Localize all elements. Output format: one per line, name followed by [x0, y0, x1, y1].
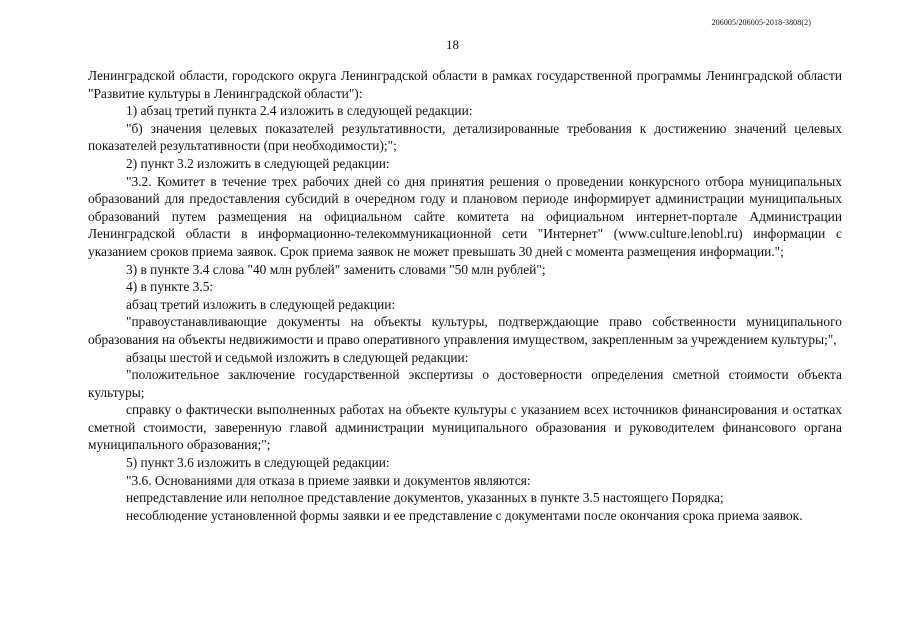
paragraph-11: "положительное заключение государственной экспертизы о достоверности определения сметной стоимости объекта культуры;: [88, 367, 842, 400]
paragraph-6: 3) в пункте 3.4 слова "40 млн рублей" заменить словами "50 млн рублей";: [126, 261, 546, 277]
paragraph-10: абзацы шестой и седьмой изложить в следующей редакции:: [126, 349, 469, 365]
paragraph-13: 5) пункт 3.6 изложить в следующей редакции:: [126, 455, 390, 471]
page-number: 18: [446, 37, 459, 52]
paragraph-7: 4) в пункте 3.5:: [126, 279, 214, 295]
paragraph-16: несоблюдение установленной формы заявки и ее представление с документами после окончания срока приема заявок.: [126, 507, 803, 523]
paragraph-4: 2) пункт 3.2 изложить в следующей редакции:: [126, 155, 390, 171]
paragraph-1: Ленинградской области, городского округа Ленинградской области в рамках государственной программы Ленинградской области "Развитие культуры в Ленинградской области"):: [88, 68, 842, 101]
paragraph-3: "б) значения целевых показателей результативности, детализированные требования к достижению значений целевых показателей результативности (при необходимости);";: [88, 120, 842, 154]
paragraph-9: "правоустанавливающие документы на объекты культуры, подтверждающие право собственности муниципального образования на объекты недвижимости и право оперативного управления имуществом, закрепленным за учреждением культуры;",: [88, 314, 842, 347]
paragraph-5: "3.2. Комитет в течение трех рабочих дней со дня принятия решения о проведении конкурсного отбора муниципальных образований для предоставления субсидий в очередном году и плановом периоде информирует администрации муниципальных образований путем размещения на официальном сайте комитета на официальном интернет-портале Администрации Ленинградской области в информационно-телекоммуникационной сети "Интернет" (www.culture.lenobl.ru) информации с указанием сроков приема заявок. Срок приема заявок не может превышать 30 дней с момента размещения информации.";: [88, 173, 842, 259]
document-id: 206005/206005-2018-3808(2): [711, 18, 811, 27]
paragraph-2: 1) абзац третий пункта 2.4 изложить в следующей редакции:: [126, 103, 473, 119]
document-body: [88, 67, 842, 524]
paragraph-15: непредставление или неполное представление документов, указанных в пункте 3.5 настоящего Порядка;: [126, 490, 724, 506]
paragraph-14: "3.6. Основаниями для отказа в приеме заявки и документов являются:: [126, 472, 531, 488]
paragraph-8: абзац третий изложить в следующей редакции:: [126, 296, 396, 312]
paragraph-12: справку о фактически выполненных работах на объекте культуры с указанием всех источников финансирования и остатках сметной стоимости, заверенную главой администрации муниципального образования и руководителем финансового органа муниципального образования;";: [88, 402, 842, 453]
